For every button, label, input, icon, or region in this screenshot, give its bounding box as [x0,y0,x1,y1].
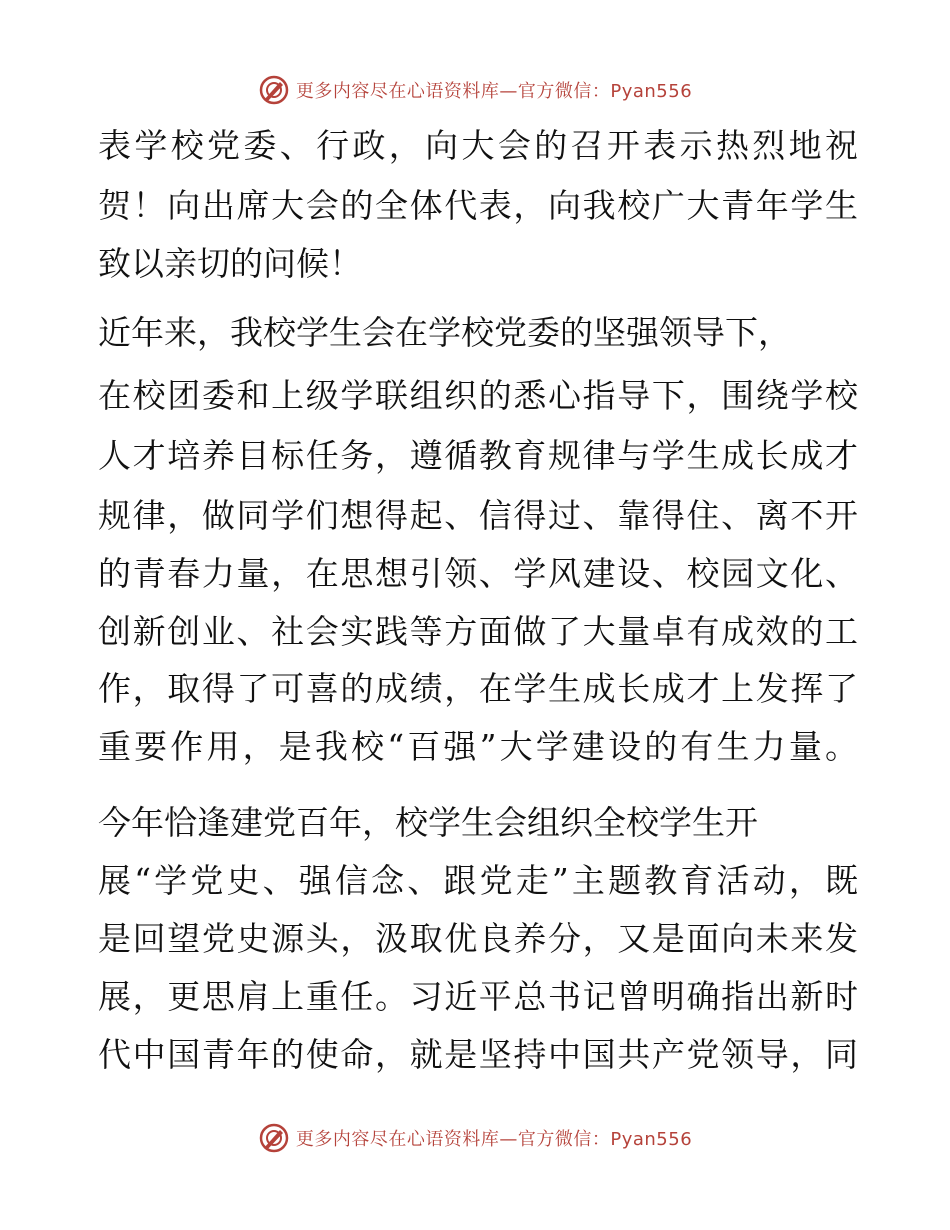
text-line: 作，取得了可喜的成绩，在学生成长成才上发挥了 [98,669,858,708]
text-line: 近年来，我校学生会在学校党委的坚强领导下， [98,313,791,352]
footer-watermark [0,1120,950,1156]
logo-icon [258,74,290,106]
header-watermark [0,72,950,108]
text-line: 展“学党史、强信念、跟党走”主题教育活动，既 [98,861,858,900]
text-line: 在校团委和上级学联组织的悉心指导下，围绕学校 [98,376,858,415]
text-line: 的青春力量，在思想引领、学风建设、校园文化、 [98,554,858,593]
text-line: 创新创业、社会实践等方面做了大量卓有成效的工 [98,612,858,651]
text-line: 是回望党史源头，汲取优良养分，又是面向未来发 [98,919,858,958]
logo-icon [258,1122,290,1154]
text-line: 贺！向出席大会的全体代表，向我校广大青年学生 [98,186,858,225]
watermark-text: 更多内容尽在心语资料库—官方微信：Pyan556 [295,1129,693,1150]
text-line: 重要作用，是我校“百强”大学建设的有生力量。 [98,727,858,766]
text-line: 人才培养目标任务，遵循教育规律与学生成长成才 [98,436,858,475]
text-line: 表学校党委、行政，向大会的召开表示热烈地祝 [98,126,858,165]
text-line: 展，更思肩上重任。习近平总书记曾明确指出新时 [98,977,858,1016]
watermark-text: 更多内容尽在心语资料库—官方微信：Pyan556 [295,81,693,102]
text-line: 规律，做同学们想得起、信得过、靠得住、离不开 [98,496,858,535]
text-line: 今年恰逢建党百年，校学生会组织全校学生开 [98,803,758,842]
text-line: 代中国青年的使命，就是坚持中国共产党领导，同 [98,1035,858,1074]
text-line: 致以亲切的问候！ [98,244,362,283]
